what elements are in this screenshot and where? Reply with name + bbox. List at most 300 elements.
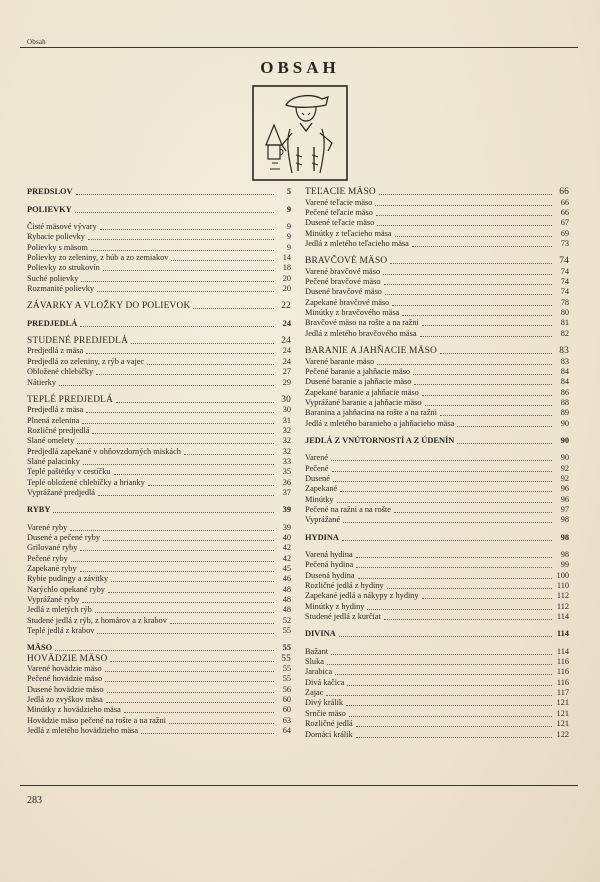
toc-page-number: 99 xyxy=(560,560,569,570)
dot-leader xyxy=(333,480,552,482)
dot-leader xyxy=(343,521,552,523)
toc-entry xyxy=(305,228,569,238)
toc-section-heading xyxy=(27,505,291,515)
dot-leader xyxy=(326,694,552,696)
toc-page-number: 22 xyxy=(281,301,291,312)
toc-entry-title: Minútky xyxy=(305,494,334,504)
toc-entry xyxy=(305,667,569,677)
toc-entry xyxy=(305,677,569,687)
toc-entry-title: Plnená zelenina xyxy=(27,415,80,425)
dot-leader xyxy=(340,490,552,492)
toc-page-number: 121 xyxy=(556,719,569,729)
toc-page-number: 92 xyxy=(560,473,569,483)
toc-page-number: 90 xyxy=(560,418,569,428)
toc-page-number: 32 xyxy=(282,436,291,446)
toc-page-number: 97 xyxy=(560,504,569,514)
dot-leader xyxy=(331,653,552,655)
toc-page-number: 45 xyxy=(282,564,291,573)
section-gap xyxy=(27,515,291,522)
toc-entry xyxy=(27,284,291,294)
toc-page-number: 116 xyxy=(556,677,569,687)
toc-entry xyxy=(305,287,569,297)
toc-page-number: 122 xyxy=(556,729,569,739)
toc-entry xyxy=(27,477,291,487)
toc-entry xyxy=(305,484,569,494)
toc-entry xyxy=(27,626,291,636)
toc-entry xyxy=(305,387,569,397)
toc-section-heading xyxy=(27,653,291,663)
dot-leader xyxy=(392,304,552,306)
dot-leader xyxy=(440,414,552,416)
toc-entry xyxy=(27,467,291,477)
toc-entry-title: Rozličné jedlá xyxy=(305,719,353,729)
toc-entry-title: Jedlá z mletého hovädzieho mäsa xyxy=(27,726,139,736)
section-gap xyxy=(305,622,569,629)
toc-page-number: 117 xyxy=(556,688,569,698)
dot-leader xyxy=(425,404,552,406)
toc-entry xyxy=(27,426,291,436)
toc-page-number: 84 xyxy=(560,366,569,376)
toc-entry-title: MÄSO xyxy=(27,643,53,653)
toc-entry-title: JEDLÁ Z VNÚTORNOSTÍ A Z ÚDENÍN xyxy=(305,435,455,445)
toc-entry xyxy=(27,615,291,625)
toc-page-number: 33 xyxy=(282,456,291,466)
dot-leader xyxy=(339,635,552,637)
toc-page-number: 24 xyxy=(282,346,291,356)
toc-entry xyxy=(27,346,291,356)
dot-leader xyxy=(106,701,274,703)
toc-entry xyxy=(305,719,569,729)
toc-entry-title: DIVINA xyxy=(305,629,336,639)
dot-leader xyxy=(335,673,552,675)
toc-page-number: 39 xyxy=(282,522,291,532)
dot-leader xyxy=(96,373,274,375)
toc-entry xyxy=(27,446,291,456)
toc-page-number: 48 xyxy=(282,584,291,594)
toc-page-number: 32 xyxy=(282,446,291,456)
toc-entry-title: Studené jedlá z kurčiat xyxy=(305,612,381,622)
toc-page-number: 82 xyxy=(560,328,569,338)
dot-leader xyxy=(86,352,274,354)
toc-page-number: 116 xyxy=(556,667,569,677)
toc-page-number: 86 xyxy=(560,387,569,397)
dot-leader xyxy=(92,432,274,434)
toc-page-number: 112 xyxy=(556,601,569,611)
toc-entry-title: TEĽACIE MÄSO xyxy=(305,187,376,198)
dot-leader xyxy=(82,422,274,424)
dot-leader xyxy=(107,691,275,693)
toc-page-number: 88 xyxy=(560,397,569,407)
toc-entry-title: BARANIE A JAHŇACIE MÄSO xyxy=(305,346,437,357)
page-title: OBSAH xyxy=(260,58,340,77)
toc-entry-title: PREDJEDLÁ xyxy=(27,318,78,328)
dot-leader xyxy=(394,511,552,513)
toc-entry xyxy=(27,356,291,366)
toc-entry xyxy=(27,574,291,584)
toc-entry-title: Varené ryby xyxy=(27,522,68,532)
dot-leader xyxy=(76,193,274,195)
toc-entry-title: Dusená hydina xyxy=(305,570,355,580)
toc-entry-title: Pečené xyxy=(305,463,329,473)
toc-page-number: 20 xyxy=(282,284,291,294)
page-number: 283 xyxy=(27,795,42,806)
toc-entry xyxy=(305,377,569,387)
toc-page-number: 30 xyxy=(281,394,291,405)
dot-leader xyxy=(91,249,274,251)
dot-leader xyxy=(71,560,274,562)
dot-leader xyxy=(193,307,274,309)
toc-page-number: 24 xyxy=(281,336,291,347)
toc-page-number: 18 xyxy=(282,263,291,273)
toc-page-number: 60 xyxy=(282,695,291,705)
toc-entry-title: Zapekané jedlá a nákypy z hydiny xyxy=(305,591,419,601)
toc-entry xyxy=(305,560,569,570)
toc-entry-title: HYDINA xyxy=(305,532,339,542)
toc-page-number: 46 xyxy=(282,574,291,584)
toc-entry-title: Obložené chlebíčky xyxy=(27,367,94,377)
section-gap xyxy=(305,429,569,436)
toc-entry-title: Dusené xyxy=(305,473,330,483)
section-gap xyxy=(27,329,291,336)
toc-entry xyxy=(305,729,569,739)
toc-entry-title: Slané omelety xyxy=(27,436,75,446)
toc-page-number: 24 xyxy=(282,356,291,366)
dot-leader xyxy=(148,484,274,486)
toc-section-heading xyxy=(305,187,569,197)
toc-page-number: 74 xyxy=(559,256,569,267)
toc-section-heading xyxy=(27,643,291,653)
toc-entry xyxy=(305,494,569,504)
dot-leader xyxy=(116,401,274,403)
toc-entry-title: Studené jedlá z rýb, z homárov a z krabov xyxy=(27,615,167,625)
toc-page-number: 55 xyxy=(282,674,291,684)
toc-entry-title: Bažant xyxy=(305,646,329,656)
toc-entry-title: Polievky zo strukovín xyxy=(27,263,100,273)
toc-entry xyxy=(305,398,569,408)
toc-entry-title: Varené hovädzie mäso xyxy=(27,664,102,674)
toc-entry xyxy=(27,595,291,605)
toc-entry-title: Vyprážané xyxy=(305,515,341,525)
toc-page-number: 14 xyxy=(282,253,291,263)
toc-page-number: 31 xyxy=(282,415,291,425)
running-header: Obsah xyxy=(27,38,46,46)
toc-entry xyxy=(27,242,291,252)
toc-page-number: 73 xyxy=(560,239,569,249)
toc-page-number: 36 xyxy=(282,477,291,487)
toc-page-number: 112 xyxy=(556,591,569,601)
dot-leader xyxy=(358,577,552,579)
toc-page-number: 98 xyxy=(560,532,569,542)
dot-leader xyxy=(390,262,552,264)
toc-section-heading xyxy=(27,301,291,311)
toc-entry xyxy=(27,705,291,715)
toc-page-number: 96 xyxy=(560,484,569,494)
toc-entry xyxy=(27,522,291,532)
toc-entry xyxy=(305,688,569,698)
toc-page-number: 98 xyxy=(560,515,569,525)
toc-page-number: 100 xyxy=(556,570,569,580)
toc-entry-title: Divá kačica xyxy=(305,677,345,687)
toc-entry xyxy=(305,266,569,276)
dot-leader xyxy=(379,193,552,195)
toc-page-number: 84 xyxy=(560,377,569,387)
toc-entry xyxy=(305,657,569,667)
section-gap xyxy=(27,215,291,222)
dot-leader xyxy=(413,373,552,375)
toc-entry-title: Teplé paštétky v cestíčku xyxy=(27,467,111,477)
toc-entry-title: Pečené ryby xyxy=(27,553,68,563)
dot-leader xyxy=(86,411,274,413)
toc-entry xyxy=(27,273,291,283)
toc-entry xyxy=(27,726,291,736)
toc-entry xyxy=(27,695,291,705)
toc-entry xyxy=(27,377,291,387)
toc-entry xyxy=(27,232,291,242)
dot-leader xyxy=(342,539,552,541)
dot-leader xyxy=(457,442,552,444)
toc-entry xyxy=(305,277,569,287)
section-gap xyxy=(27,388,291,395)
toc-entry xyxy=(305,367,569,377)
toc-entry-title: Predjedlá z mäsa xyxy=(27,346,84,356)
dot-leader xyxy=(82,601,274,603)
dot-leader xyxy=(420,335,552,337)
toc-entry xyxy=(305,328,569,338)
toc-page-number: 114 xyxy=(556,646,569,656)
toc-page-number: 74 xyxy=(560,277,569,287)
toc-entry-title: Minútky z teľacieho mäsa xyxy=(305,228,392,238)
toc-entry-title: Rozličné predjedlá xyxy=(27,425,90,435)
toc-entry xyxy=(27,684,291,694)
dot-leader xyxy=(124,711,274,713)
toc-page-number: 90 xyxy=(560,453,569,463)
toc-entry-title: Zapekané bravčové mäso xyxy=(305,297,390,307)
toc-page-number: 74 xyxy=(560,287,569,297)
toc-entry-title: Teplé jedlá z krabov xyxy=(27,626,95,636)
toc-entry xyxy=(27,664,291,674)
toc-page-number: 35 xyxy=(282,467,291,477)
toc-right-column xyxy=(305,187,569,740)
toc-entry xyxy=(27,543,291,553)
toc-entry-title: Pečené hovädzie mäso xyxy=(27,674,103,684)
dot-leader xyxy=(383,273,552,275)
toc-entry-title: Srnčie mäso xyxy=(305,708,346,718)
toc-section-heading xyxy=(27,395,291,405)
dot-leader xyxy=(147,363,274,365)
toc-entry-title: Grilované ryby xyxy=(27,543,78,553)
toc-entry-title: BRAVČOVÉ MÄSO xyxy=(305,256,388,267)
dot-leader xyxy=(95,611,274,613)
dot-leader xyxy=(103,539,274,541)
toc-entry xyxy=(305,356,569,366)
toc-entry-title: Minútky z bravčového mäsa xyxy=(305,308,400,318)
toc-entry xyxy=(27,605,291,615)
toc-entry-title: Dusené a pečené ryby xyxy=(27,532,101,542)
header-divider xyxy=(20,47,578,48)
toc-page-number: 32 xyxy=(282,425,291,435)
toc-page-number: 9 xyxy=(286,222,291,232)
toc-page-number: 9 xyxy=(286,232,291,242)
toc-entry xyxy=(27,436,291,446)
dot-leader xyxy=(356,736,552,738)
toc-page-number: 9 xyxy=(286,204,291,214)
toc-entry-title: Nátierky xyxy=(27,377,57,387)
dot-leader xyxy=(70,529,274,531)
toc-page-number: 66 xyxy=(560,208,569,218)
cowboy-illustration-icon xyxy=(252,85,348,181)
toc-entry-title: Predjedlá zapekané v ohňovzdorných miskách xyxy=(27,446,181,456)
toc-entry-title: Pečené na ražni a na rošte xyxy=(305,504,391,514)
toc-page-number: 114 xyxy=(556,629,569,639)
toc-entry-title: Jarabica xyxy=(305,667,333,677)
toc-page-number: 81 xyxy=(560,318,569,328)
toc-entry-title: Rybacie polievky xyxy=(27,232,85,242)
toc-entry xyxy=(27,457,291,467)
dot-leader xyxy=(77,442,274,444)
dot-leader xyxy=(422,394,552,396)
toc-left-column xyxy=(27,187,291,736)
toc-page-number: 30 xyxy=(282,405,291,415)
toc-entry-title: Varené bravčové mäso xyxy=(305,266,381,276)
section-gap xyxy=(305,543,569,550)
toc-section-heading xyxy=(27,187,291,197)
toc-entry-title: PREDSLOV xyxy=(27,187,73,197)
toc-entry-title: Jedlá z mletého bravčového mäsa xyxy=(305,328,417,338)
toc-entry-title: Rybie pudingy a závitky xyxy=(27,574,109,584)
dot-leader xyxy=(170,622,274,624)
toc-entry-title: Baranina a jahňacina na rošte a na ražni xyxy=(305,408,437,418)
toc-entry-title: Vyprážané baranie a jahňacie mäso xyxy=(305,397,422,407)
dot-leader xyxy=(80,325,274,327)
toc-page-number: 55 xyxy=(282,626,291,636)
toc-entry-title: Jedlá z mletého baranieho a jahňacieho mäsa xyxy=(305,418,455,428)
dot-leader xyxy=(356,566,552,568)
toc-section-heading xyxy=(305,346,569,356)
toc-entry xyxy=(27,222,291,232)
toc-page-number: 29 xyxy=(282,377,291,387)
toc-entry-title: Dusené bravčové mäso xyxy=(305,287,382,297)
toc-entry xyxy=(305,591,569,601)
toc-entry xyxy=(305,218,569,228)
toc-entry xyxy=(305,601,569,611)
dot-leader xyxy=(131,342,274,344)
toc-page-number: 67 xyxy=(560,218,569,228)
toc-section-heading xyxy=(305,629,569,639)
dot-leader xyxy=(55,649,274,651)
dot-leader xyxy=(337,501,552,503)
toc-entry xyxy=(305,408,569,418)
toc-section-heading xyxy=(27,336,291,346)
toc-page-number: 52 xyxy=(282,615,291,625)
section-gap xyxy=(305,446,569,453)
toc-page-number: 56 xyxy=(282,684,291,694)
toc-entry-title: Minútky z hovädzieho mäsa xyxy=(27,705,121,715)
section-gap xyxy=(27,636,291,643)
dot-leader xyxy=(356,725,552,727)
toc-entry-title: Zajac xyxy=(305,688,324,698)
toc-entry xyxy=(305,570,569,580)
dot-leader xyxy=(59,384,274,386)
toc-entry-title: Suché polievky xyxy=(27,273,79,283)
toc-entry-title: Jedlá zo zvyškov mäsa xyxy=(27,695,103,705)
toc-page-number: 78 xyxy=(560,297,569,307)
toc-entry-title: Pečené baranie a jahňacie mäso xyxy=(305,366,411,376)
toc-entry-title: Zapekané ryby xyxy=(27,564,77,573)
dot-leader xyxy=(349,715,552,717)
dot-leader xyxy=(98,494,274,496)
toc-entry xyxy=(27,564,291,574)
toc-page-number: 37 xyxy=(282,487,291,497)
dot-leader xyxy=(395,235,552,237)
toc-page-number: 48 xyxy=(282,595,291,605)
toc-page-number: 42 xyxy=(282,553,291,563)
dot-leader xyxy=(105,670,274,672)
toc-entry-title: Čisté mäsové vývary xyxy=(27,222,97,232)
section-gap xyxy=(305,339,569,346)
toc-entry xyxy=(305,708,569,718)
toc-section-heading xyxy=(305,532,569,542)
toc-page-number: 40 xyxy=(282,532,291,542)
toc-entry-title: Dusené teľacie mäso xyxy=(305,218,375,228)
toc-entry-title: Narýchlo opekané ryby xyxy=(27,584,105,594)
dot-leader xyxy=(80,570,274,572)
toc-page-number: 55 xyxy=(281,653,291,664)
toc-entry-title: Minútky z hydiny xyxy=(305,601,365,611)
toc-entry-title: Rozličné jedlá z hydiny xyxy=(305,581,384,591)
toc-entry xyxy=(27,533,291,543)
toc-page-number: 24 xyxy=(282,318,291,328)
dot-leader xyxy=(53,511,274,513)
toc-page-number: 55 xyxy=(282,664,291,674)
toc-page-number: 121 xyxy=(556,708,569,718)
toc-page-number: 42 xyxy=(282,543,291,553)
toc-entry xyxy=(27,584,291,594)
footer-divider xyxy=(20,785,578,786)
toc-page-number: 5 xyxy=(286,187,291,197)
section-gap xyxy=(305,249,569,256)
toc-section-heading xyxy=(305,256,569,266)
dot-leader xyxy=(367,608,552,610)
toc-entry xyxy=(27,253,291,263)
toc-entry xyxy=(305,418,569,428)
toc-entry-title: Predjedlá zo zeleniny, z rýb a vajec xyxy=(27,356,145,366)
toc-entry-title: Predjedlá z mäsa xyxy=(27,405,84,415)
toc-entry xyxy=(305,612,569,622)
toc-page-number: 55 xyxy=(282,643,291,653)
toc-entry xyxy=(27,263,291,273)
toc-entry-title: POLIEVKY xyxy=(27,204,72,214)
toc-entry xyxy=(305,453,569,463)
toc-entry xyxy=(305,646,569,656)
toc-entry-title: Jedlá z mletých rýb xyxy=(27,605,92,615)
toc-entry xyxy=(305,208,569,218)
toc-entry-title: Divý králik xyxy=(305,698,344,708)
dot-leader xyxy=(440,352,552,354)
toc-entry-title: Varené xyxy=(305,453,329,463)
dot-leader xyxy=(356,556,552,558)
dot-leader xyxy=(111,580,274,582)
toc-entry-title: Varené teľacie mäso xyxy=(305,197,373,207)
toc-entry-title: Rozmanité polievky xyxy=(27,284,95,294)
toc-entry-title: Jedlá z mletého teľacieho mäsa xyxy=(305,239,409,249)
toc-page-number: 90 xyxy=(560,435,569,445)
dot-leader xyxy=(105,680,274,682)
toc-entry-title: Vyprážané ryby xyxy=(27,595,80,605)
toc-page-number: 116 xyxy=(556,657,569,667)
toc-entry-title: Domáci králik xyxy=(305,729,353,739)
dot-leader xyxy=(346,704,552,706)
toc-entry-title: Hovädzie mäso pečené na rošte a na ražni xyxy=(27,715,166,725)
